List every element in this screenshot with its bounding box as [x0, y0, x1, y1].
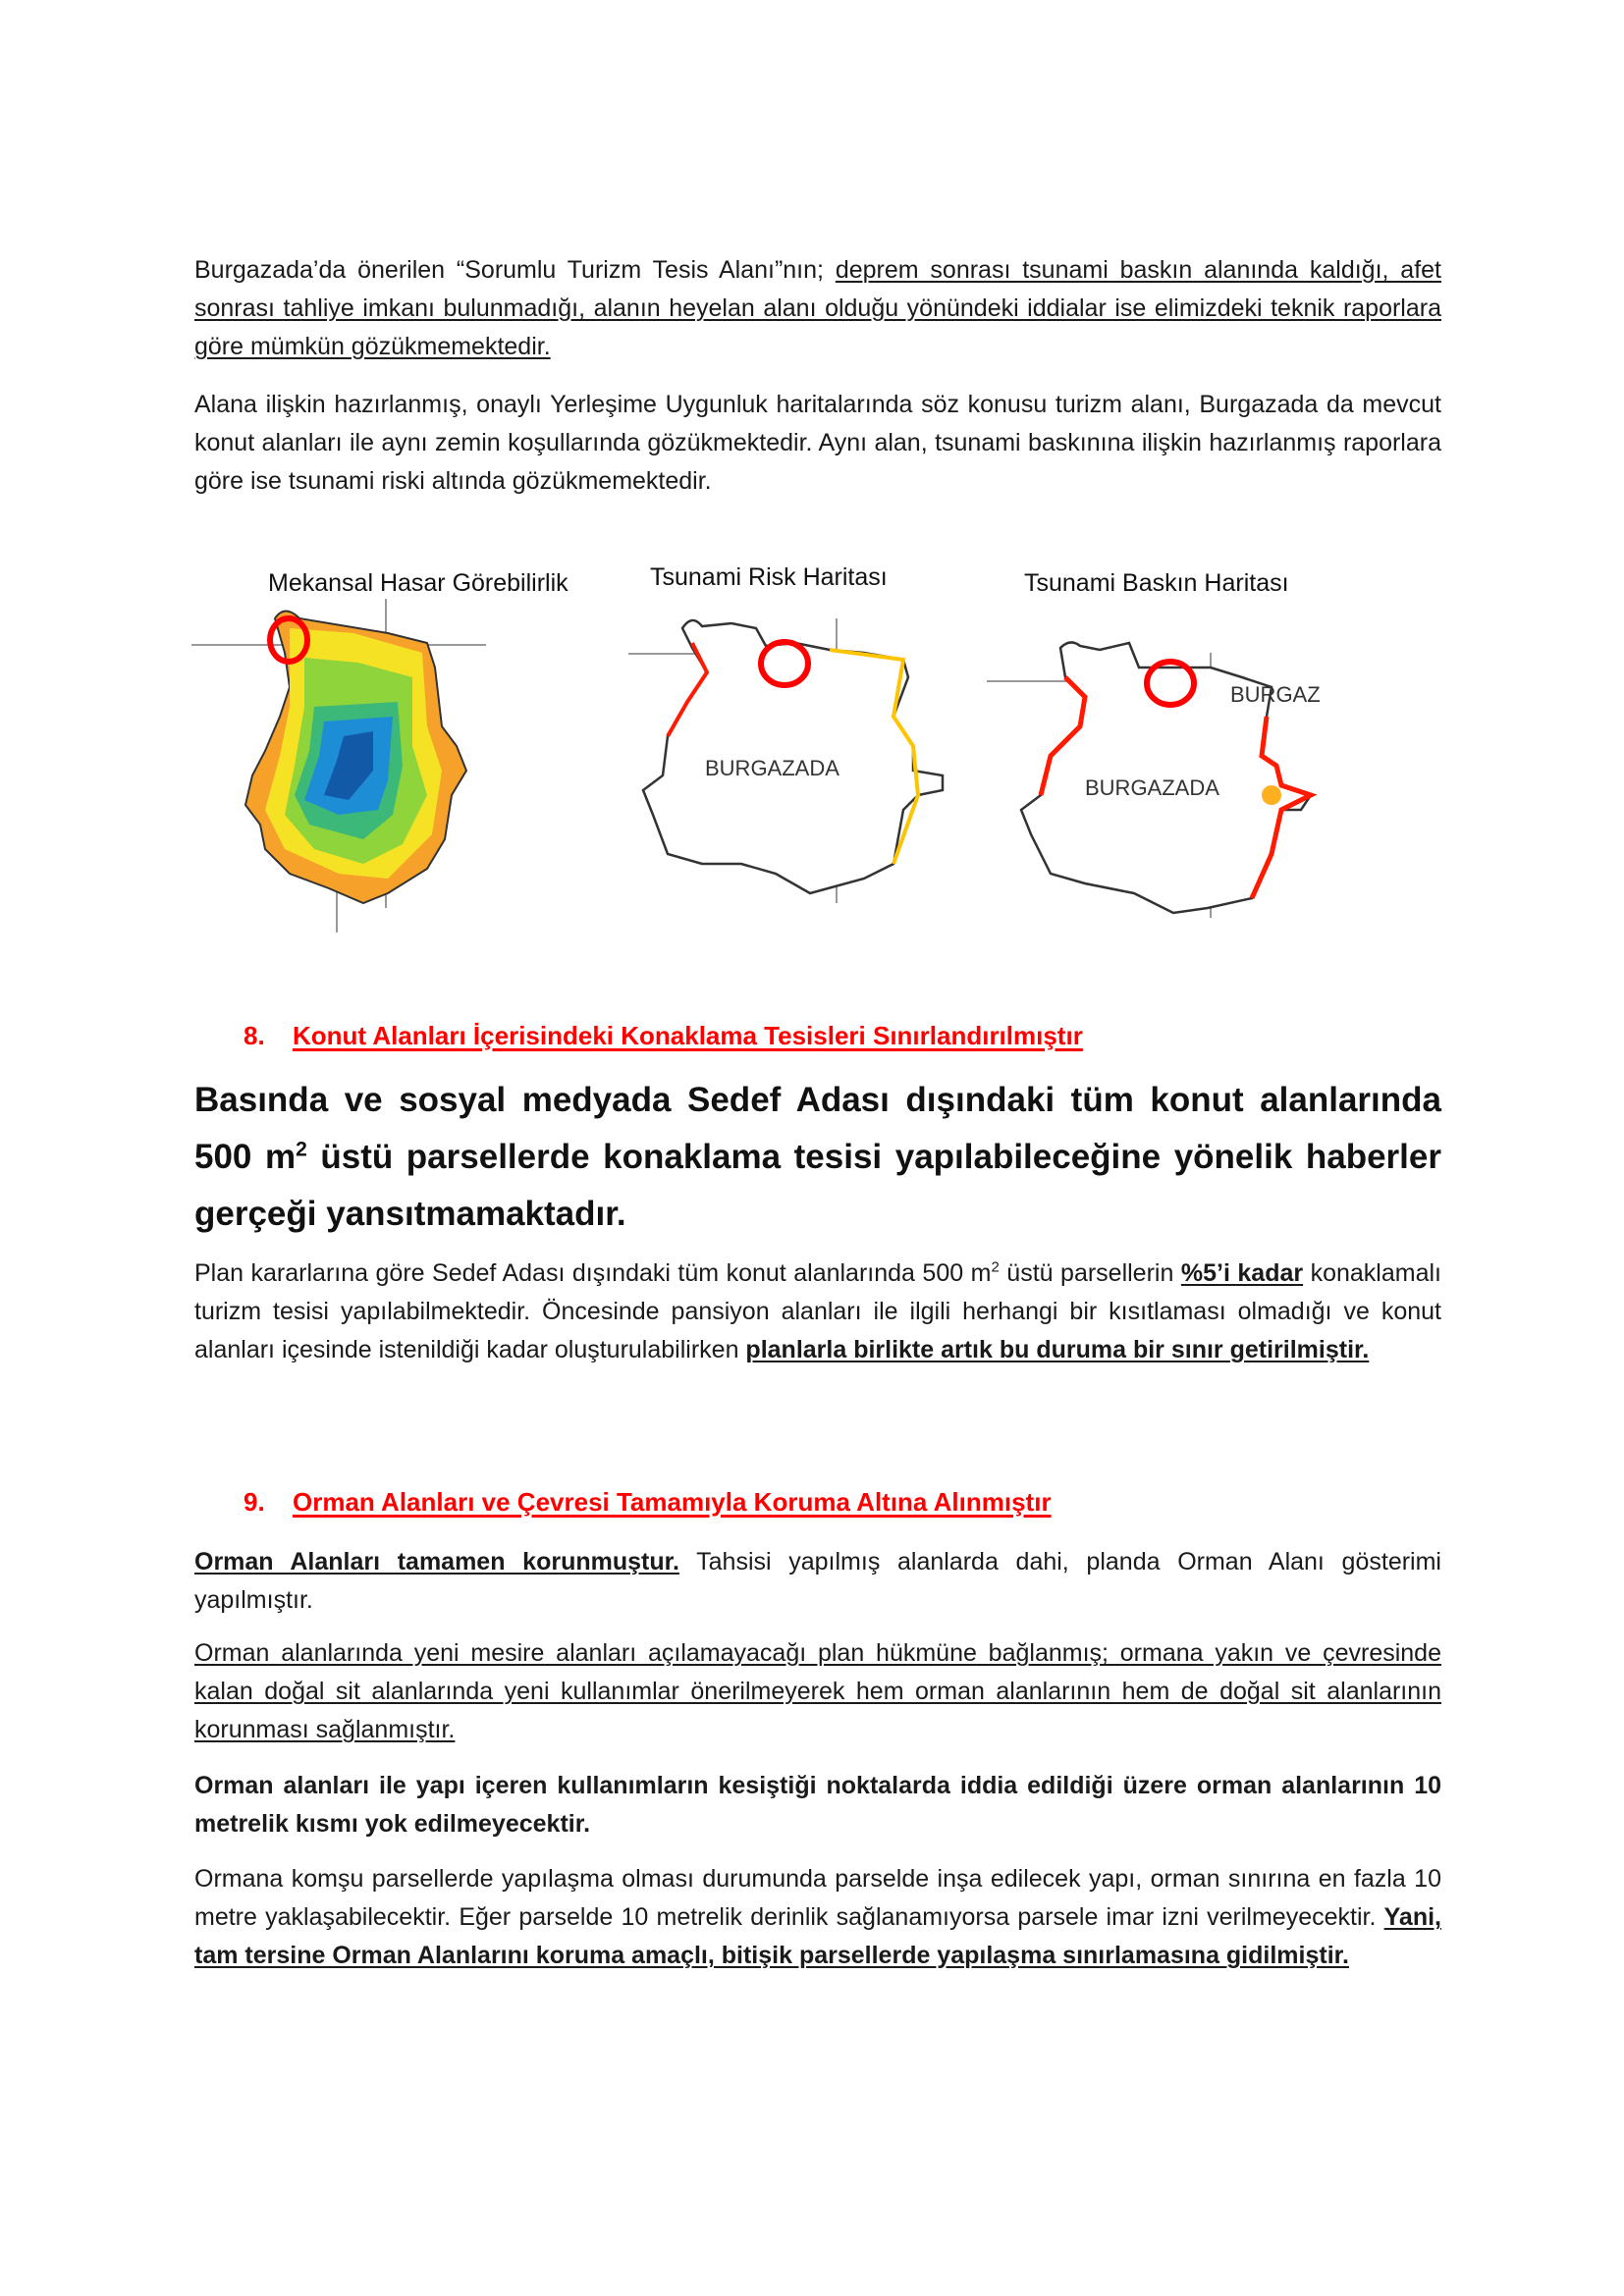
s9-p4-highlight: Yani, tam tersine Orman Alanlarını koruma amaçlı, bitişik parsellerde yapılaşma sınırlamasına gidilmiştir.	[194, 1903, 1441, 1969]
map-label-burgazada: BURGAZADA	[1085, 775, 1219, 800]
map-title-vulnerability: Mekansal Hasar Görebilirlik	[268, 569, 568, 597]
section-8-lead	[194, 1072, 1441, 1243]
s9-p1-highlight: Orman Alanları tamamen korunmuştur.	[194, 1548, 679, 1575]
tsunami-inundation-map	[987, 599, 1360, 933]
section-9-title: Orman Alanları ve Çevresi Tamamıyla Koruma Altına Alınmıştır	[293, 1487, 1052, 1517]
section-8-title: Konut Alanları İçerisindeki Konaklama Tesisleri Sınırlandırılmıştır	[293, 1021, 1083, 1050]
s8-text-3: konaklamalı turizm tesisi yapılabilmektedir. Öncesinde pansiyon alanları ile ilgili herhangi bir kısıtlaması olmadığı ve konut alanları içesinde istenildiği kadar oluşturulabilirken	[194, 1259, 1441, 1363]
lead-text-1: Basında ve sosyal medyada Sedef Adası dışındaki tüm konut alanlarında 500 m	[194, 1081, 1441, 1176]
section-9-heading	[244, 1487, 1052, 1518]
section-9-paragraph-1	[194, 1543, 1441, 1620]
lead-text-2: üstü parsellerde konaklama tesisi yapılabileceğine yönelik haberler gerçeği yansıtmamaktadır.	[194, 1138, 1441, 1233]
section-9-paragraph-4	[194, 1860, 1441, 1975]
section-8-heading	[244, 1021, 1083, 1051]
lead-sup: 2	[296, 1138, 307, 1161]
map-title-tsunami-inundation: Tsunami Baskın Haritası	[1024, 569, 1289, 597]
s9-p1-text: Tahsisi yapılmış alanlarda dahi, planda Orman Alanı gösterimi yapılmıştır.	[194, 1548, 1441, 1614]
s8-sup: 2	[991, 1258, 1000, 1276]
section-9-paragraph-2: Orman alanlarında yeni mesire alanları açılamayacağı plan hükmüne bağlanmış; ormana yakın ve çevresinde kalan doğal sit alanlarında yeni kullanımlar önerilmeyerek hem orman alanlarının hem de doğal sit alanlarının korunması sağlanmıştır.	[194, 1639, 1441, 1743]
intro-paragraph-2: Alana ilişkin hazırlanmış, onaylı Yerleşime Uygunluk haritalarında söz konusu turizm alanı, Burgazada da mevcut konut alanları ile aynı zemin koşullarında gözükmektedir. Aynı alan, tsunami baskınına ilişkin hazırlanmış raporlara göre ise tsunami riski altında gözükmemektedir.	[194, 391, 1441, 495]
map-label-burgaz: BURGAZ	[1230, 682, 1321, 707]
s8-text-1: Plan kararlarına göre Sedef Adası dışındaki tüm konut alanlarında 500 m	[194, 1259, 992, 1287]
s8-text-2: üstü parsellerin	[999, 1259, 1181, 1287]
s8-highlight-percent: %5’i kadar	[1180, 1259, 1304, 1287]
intro-paragraph-1	[194, 251, 1441, 366]
section-8-number: 8.	[244, 1021, 265, 1050]
section-9-paragraph-3: Orman alanları ile yapı içeren kullanımların kesiştiği noktalarda iddia edildiği üzere orman alanlarının 10 metrelik kısmı yok edilmeyecektir.	[194, 1772, 1441, 1838]
s8-highlight-limit: planlarla birlikte artık bu duruma bir sınır getirilmiştir.	[745, 1336, 1370, 1363]
map-title-tsunami-risk: Tsunami Risk Haritası	[650, 563, 888, 591]
tsunami-risk-map	[628, 599, 962, 933]
s9-p4-text: Ormana komşu parsellerde yapılaşma olması durumunda parselde inşa edilecek yapı, orman sınırına en fazla 10 metre yaklaşabilecektir. Eğer parselde 10 metrelik derinlik sağlanamıyorsa parsele imar izni verilmeyecektir.	[194, 1865, 1441, 1931]
map-label-burgazada: BURGAZADA	[705, 756, 839, 780]
section-9-number: 9.	[244, 1487, 265, 1517]
vulnerability-map	[191, 599, 584, 942]
intro-p1-claims: deprem sonrası tsunami baskın alanında kaldığı, afet sonrası tahliye imkanı bulunmadığı, alanın heyelan alanı olduğu yönündeki iddialar ise elimizdeki teknik raporlara göre mümkün gözükmemektedir.	[194, 256, 1441, 360]
section-8-paragraph	[194, 1255, 1441, 1369]
intro-p1-text: Burgazada’da önerilen “Sorumlu Turizm Tesis Alanı”nın;	[194, 256, 836, 284]
